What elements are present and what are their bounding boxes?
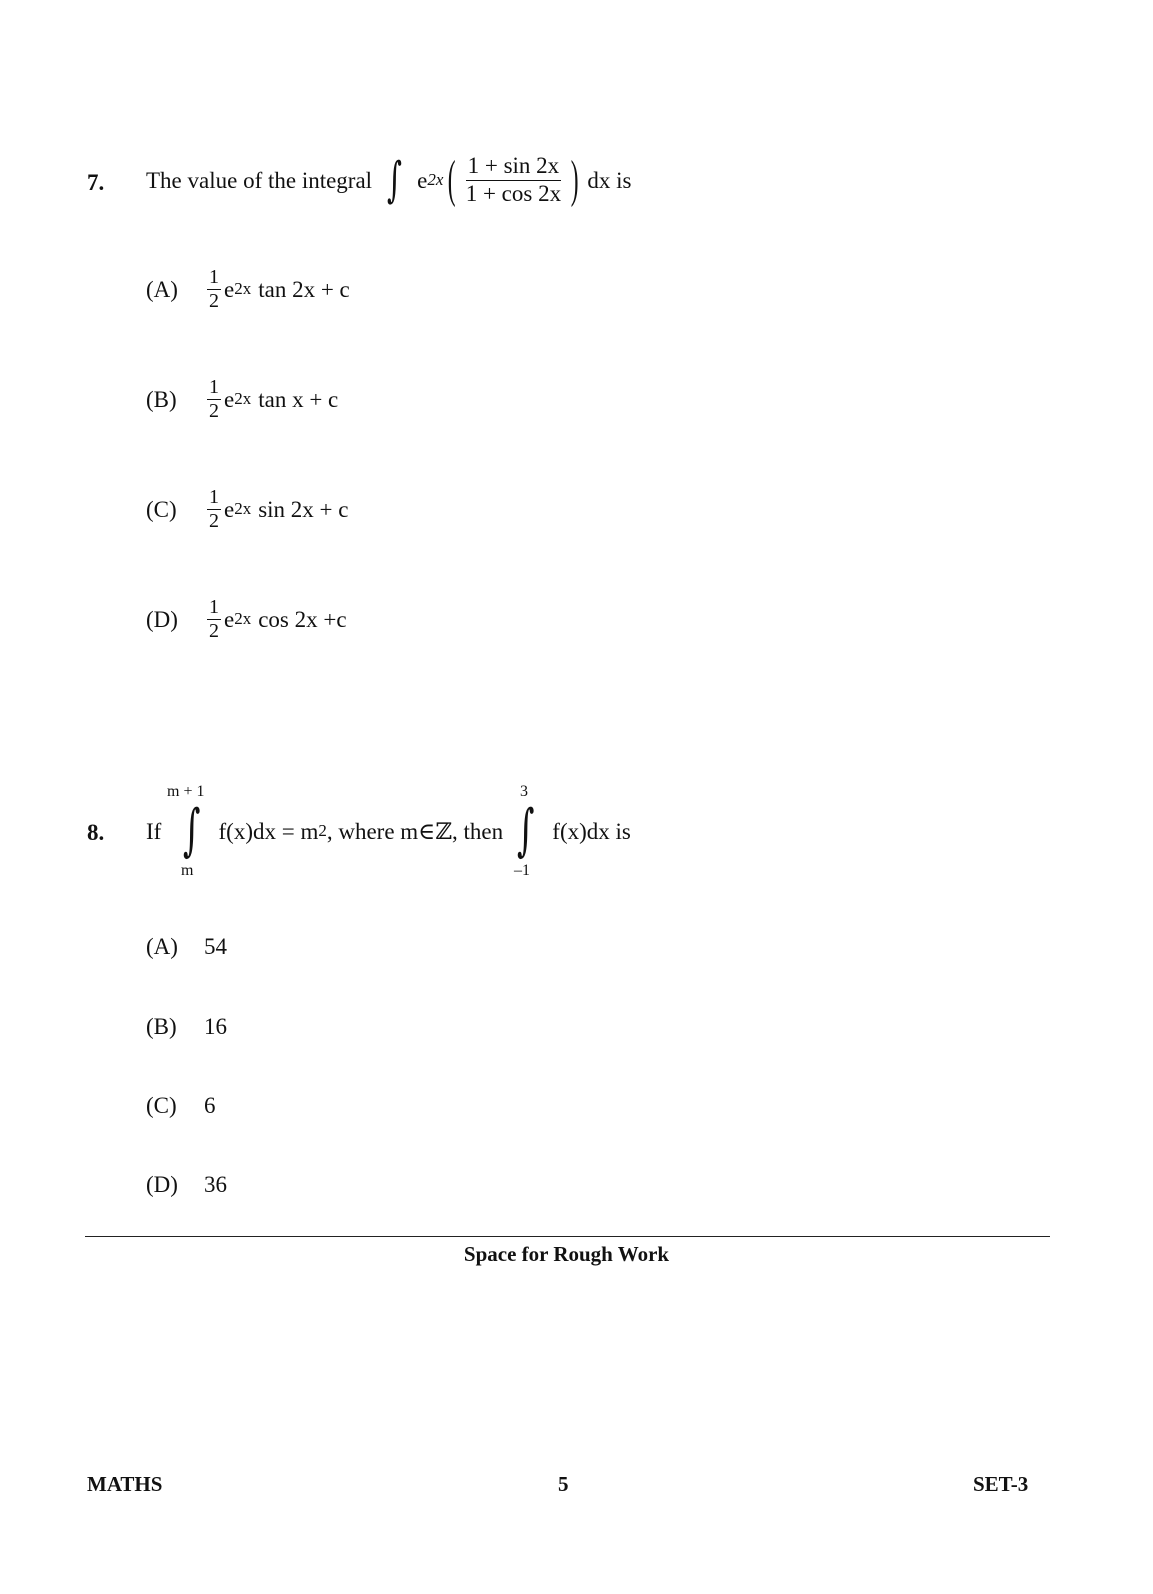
divider-line xyxy=(85,1236,1050,1237)
middle-text: f(x)dx = m xyxy=(218,818,319,844)
question-7-stem-prefix: The value of the integral xyxy=(146,167,373,193)
question-8-option-b[interactable] xyxy=(146,1015,227,1038)
footer-set: SET-3 xyxy=(973,1472,1029,1496)
option-rest: cos 2x +c xyxy=(258,606,347,632)
option-label: (C) xyxy=(146,1093,177,1118)
option-coefficient xyxy=(207,597,221,642)
question-7-option-c[interactable]: (C) $\frac{1}{2}$ e 2x sin 2x + c xyxy=(146,485,349,532)
option-label: (C) xyxy=(146,496,177,522)
option-label: (A) xyxy=(146,934,178,959)
integrand-denominator: 1 + cos 2x xyxy=(465,180,562,206)
question-7-option-a[interactable]: (A) $\frac{1}{2}$ e 2x tan 2x + c xyxy=(146,265,350,312)
option-label: (D) xyxy=(146,1172,178,1197)
integral-1-upper-limit: m + 1 xyxy=(167,783,205,800)
integral-2-lower-limit: –1 xyxy=(514,862,530,879)
option-label: (B) xyxy=(146,386,177,412)
right-paren: ) xyxy=(570,151,579,208)
footer-subject: MATHS xyxy=(87,1472,163,1496)
question-8-option-d[interactable] xyxy=(146,1173,227,1196)
question-8-number: 8. xyxy=(87,820,105,845)
question-8-stem: If ∫ f(x)dx = m 2 , where m∈ℤ, then ∫ f(x)dx is xyxy=(146,798,631,863)
coef-numerator: 1 xyxy=(209,485,219,508)
coef-denominator: 2 xyxy=(209,289,219,312)
if-word: If xyxy=(146,818,162,844)
question-7-stem-suffix: dx is xyxy=(587,167,632,193)
option-value: 16 xyxy=(204,1014,227,1039)
integral-1-lower-limit: m xyxy=(181,862,194,879)
option-rest: tan 2x + c xyxy=(258,276,350,302)
option-rest: tan x + c xyxy=(258,386,339,412)
integrand-fraction xyxy=(464,154,563,205)
coef-numerator: 1 xyxy=(209,375,219,398)
question-7-option-d[interactable]: (D) $\frac{1}{2}$ e 2x cos 2x +c xyxy=(146,595,347,642)
rough-work-label: Space for Rough Work xyxy=(463,1242,670,1266)
option-coefficient xyxy=(207,377,221,422)
footer-page-number: 5 xyxy=(558,1472,569,1496)
question-8-option-c[interactable] xyxy=(146,1094,216,1117)
integral-sign: ∫ xyxy=(387,152,403,208)
integral-sign-2: ∫ xyxy=(516,798,535,863)
coef-denominator: 2 xyxy=(209,399,219,422)
option-label: (A) xyxy=(146,276,178,302)
integrand-numerator: 1 + sin 2x xyxy=(466,154,562,180)
option-label: (D) xyxy=(146,606,178,632)
question-7-stem: The value of the integral ∫ e 2x ( $\frac{1 + \sin 2x}{1 + \cos 2x}$ ) dx is xyxy=(146,151,632,208)
option-coefficient xyxy=(207,487,221,532)
option-coefficient xyxy=(207,267,221,312)
option-label: (B) xyxy=(146,1014,177,1039)
option-value: 54 xyxy=(204,934,227,959)
question-7-number: 7. xyxy=(87,170,105,195)
coef-numerator: 1 xyxy=(209,595,219,618)
integral-2-upper-limit: 3 xyxy=(520,783,528,800)
coef-denominator: 2 xyxy=(209,509,219,532)
option-value: 36 xyxy=(204,1172,227,1197)
option-rest: sin 2x + c xyxy=(258,496,349,522)
option-value: 6 xyxy=(204,1093,216,1118)
coef-denominator: 2 xyxy=(209,619,219,642)
integrand-exp-base: e xyxy=(417,167,428,193)
integral-sign-1: ∫ xyxy=(183,798,201,863)
coef-numerator: 1 xyxy=(209,265,219,288)
middle-text-2: , where m∈ℤ, then xyxy=(326,818,504,844)
question-7-option-b[interactable]: (B) $\frac{1}{2}$ e 2x tan x + c xyxy=(146,375,339,422)
suffix-text: f(x)dx is xyxy=(552,818,631,844)
left-paren: ( xyxy=(448,151,456,208)
question-8-option-a[interactable] xyxy=(146,935,227,958)
